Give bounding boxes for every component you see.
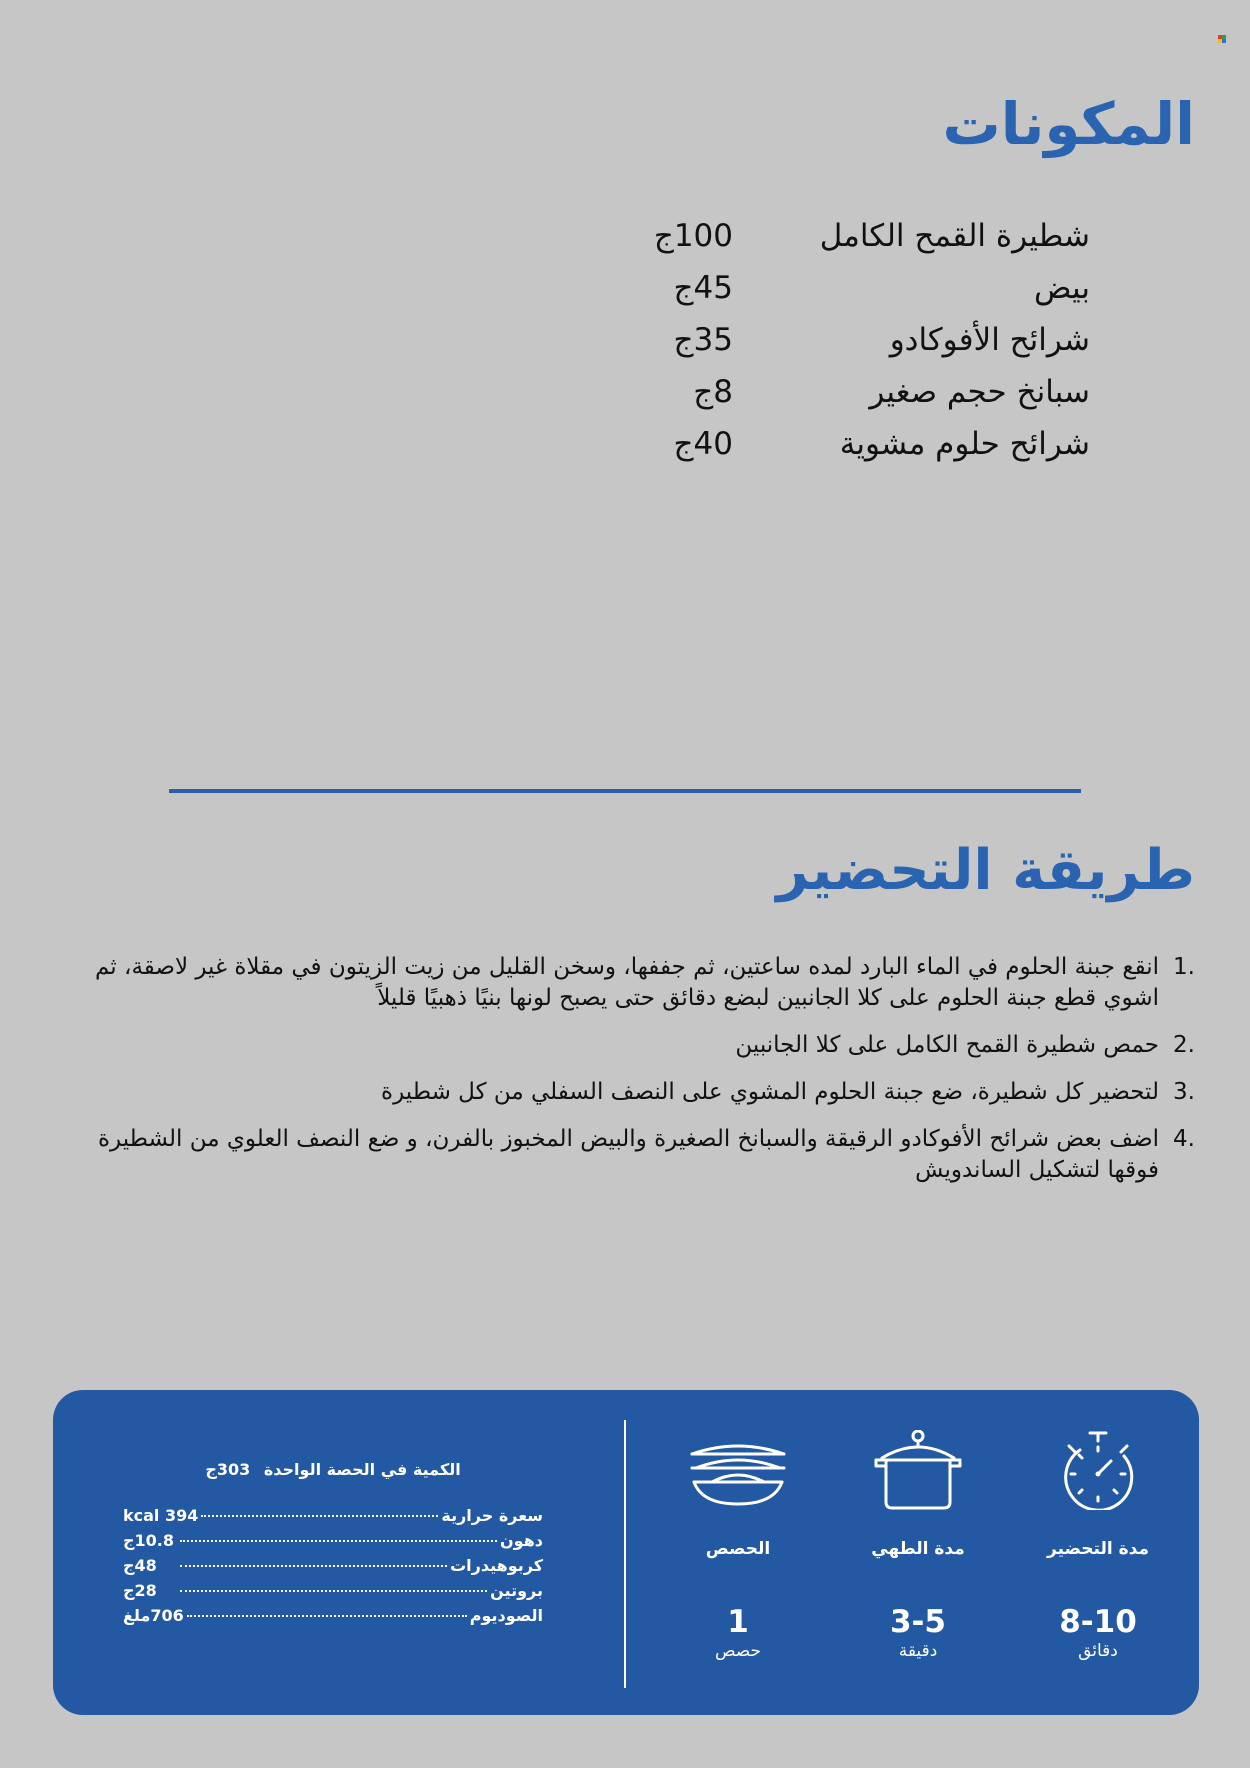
servings-value: 1 [727, 1604, 749, 1640]
nutrient-label: بروتين [490, 1581, 543, 1600]
dot-leader [180, 1565, 447, 1567]
ingredients-list [620, 218, 1090, 478]
stacked-plates-icon [688, 1430, 788, 1510]
recipe-summary-panel [53, 1390, 1199, 1715]
nutrient-value: 28ج [123, 1581, 157, 1600]
nutrition-header [123, 1460, 543, 1479]
step-text: حمص شطيرة القمح الكامل على كلا الجانبين [735, 1032, 1159, 1058]
corner-color-mark [1218, 35, 1226, 43]
step-text: انقع جبنة الحلوم في الماء البارد لمده ساعتين، ثم جففها، وسخن القليل من زيت الزيتون في مقلاة غير لاصقة، ثم اشوي قطع جبنة الحلوم على كلا الجانبين لبضع دقائق حتى يصبح لونها بنيًا ذهبيًا قليلاً [95, 954, 1159, 1011]
dot-leader [187, 1615, 467, 1617]
prep-time-unit: دقائق [1078, 1641, 1118, 1661]
ingredient-row [620, 218, 1090, 270]
cook-time-unit: دقيقة [898, 1641, 938, 1661]
method-step [60, 1077, 1195, 1108]
nutrient-value: 394 kcal [123, 1506, 199, 1525]
ingredient-row [620, 322, 1090, 374]
ingredient-quantity: 8ج [693, 374, 733, 410]
ingredients-title: المكونات [942, 90, 1195, 158]
ingredient-row [620, 270, 1090, 322]
ingredient-quantity: 45ج [673, 270, 733, 306]
nutrient-row [123, 1531, 543, 1556]
nutrient-label: الصوديوم [469, 1606, 543, 1625]
method-step [60, 952, 1195, 1014]
cooking-pot-icon [868, 1430, 968, 1510]
dot-leader [180, 1590, 487, 1592]
serving-size-label: الكمية في الحصة الواحدة [263, 1460, 461, 1479]
nutrition-facts [123, 1460, 543, 1631]
cook-time-label: مدة الطهي [871, 1539, 965, 1559]
ingredient-name: سبانخ حجم صغير [869, 374, 1090, 410]
step-text: اضف بعض شرائح الأفوكادو الرقيقة والسبانخ الصغيرة والبيض المخبوز بالفرن، و ضع النصف العلوي من الشطيرة فوقها لتشكيل الساندويش [97, 1126, 1159, 1183]
step-number: 1. [1173, 954, 1195, 980]
nutrient-label: سعرة حرارية [441, 1506, 543, 1525]
prep-time-label: مدة التحضير [1047, 1539, 1149, 1559]
dot-leader [201, 1515, 438, 1517]
prep-time-value: 8-10 [1059, 1604, 1137, 1640]
step-text: لتحضير كل شطيرة، ضع جبنة الحلوم المشوي على النصف السفلي من كل شطيرة [381, 1079, 1159, 1105]
nutrient-row [123, 1581, 543, 1606]
cook-time-stat [848, 1430, 988, 1663]
nutrient-row [123, 1606, 543, 1631]
servings-unit: حصص [714, 1641, 762, 1661]
ingredient-row [620, 426, 1090, 478]
serving-size-value: 303ج [205, 1460, 251, 1479]
method-title: طريقة التحضير [776, 838, 1195, 903]
step-number: 2. [1173, 1032, 1195, 1058]
method-step [60, 1124, 1195, 1186]
nutrient-row [123, 1506, 543, 1531]
ingredient-name: شرائح حلوم مشوية [839, 426, 1090, 462]
ingredient-quantity: 40ج [673, 426, 733, 462]
ingredient-quantity: 100ج [653, 218, 733, 254]
step-number: 4. [1173, 1126, 1195, 1152]
servings-label: الحصص [705, 1539, 771, 1559]
section-divider [169, 789, 1081, 793]
panel-divider [624, 1420, 626, 1688]
cook-time-value: 3-5 [889, 1604, 946, 1640]
nutrient-value: 48ج [123, 1556, 157, 1575]
ingredient-row [620, 374, 1090, 426]
method-step [60, 1030, 1195, 1061]
servings-stat [668, 1430, 808, 1663]
stopwatch-icon [1048, 1430, 1148, 1510]
nutrient-row [123, 1556, 543, 1581]
ingredient-quantity: 35ج [673, 322, 733, 358]
nutrient-value: 10.8ج [123, 1531, 175, 1550]
prep-time-stat [1028, 1430, 1168, 1663]
step-number: 3. [1173, 1079, 1195, 1105]
nutrient-value: 706ملغ [123, 1606, 184, 1625]
ingredient-name: شطيرة القمح الكامل [819, 218, 1090, 254]
nutrient-label: دهون [500, 1531, 543, 1550]
method-steps [60, 952, 1195, 1202]
ingredient-name: بيض [1034, 270, 1090, 306]
dot-leader [180, 1540, 497, 1542]
ingredient-name: شرائح الأفوكادو [889, 322, 1090, 358]
nutrient-label: كربوهيدرات [450, 1556, 543, 1575]
